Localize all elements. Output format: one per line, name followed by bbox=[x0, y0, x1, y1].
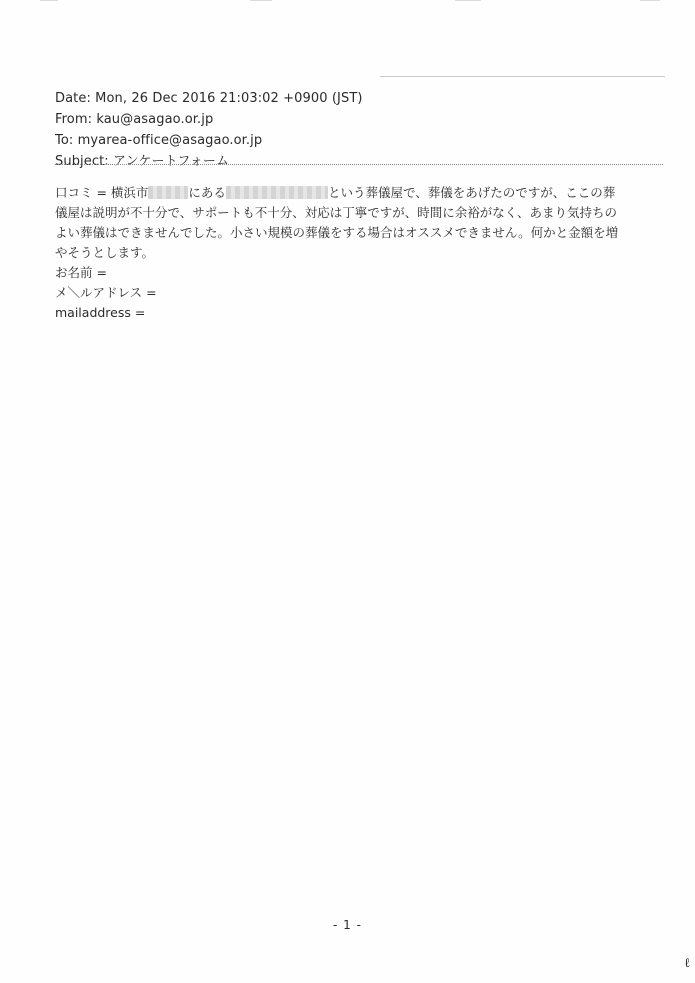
scan-speck bbox=[250, 0, 272, 1]
email-body bbox=[55, 183, 665, 323]
body-line-2: 儀屋は説明が不十分で、サポートも不十分、対応は丁寧ですが、時間に余裕がなく、あまり気持ちの bbox=[55, 205, 618, 220]
body-line-4: やそうとします。 bbox=[55, 245, 155, 260]
name-field: お名前 = bbox=[55, 265, 107, 280]
top-rule bbox=[380, 76, 665, 77]
scan-speck bbox=[640, 0, 660, 1]
header-divider bbox=[55, 164, 663, 165]
redaction-block bbox=[148, 186, 188, 199]
body-line-1 bbox=[55, 183, 665, 203]
date-line: Date: Mon, 26 Dec 2016 21:03:02 +0900 (JST) bbox=[55, 91, 363, 106]
mail-field-en: mailaddress = bbox=[55, 305, 146, 320]
handwritten-mark: ℓ bbox=[684, 956, 691, 971]
email-header bbox=[55, 88, 363, 172]
review-label-text: 口コミ = 横浜市 bbox=[55, 185, 149, 200]
from-line: From: kau@asagao.or.jp bbox=[55, 112, 214, 127]
mail-field-jp: メ＼ルアドレス = bbox=[55, 285, 157, 300]
body-line-3: よい葬儀はできませんでした。小さい規模の葬儀をする場合はオススメできません。何かと金額を増 bbox=[55, 225, 619, 240]
subject-line: Subject: アンケートフォーム bbox=[55, 154, 230, 169]
page-number: - 1 - bbox=[333, 918, 362, 932]
scan-speck bbox=[40, 0, 58, 1]
redaction-block bbox=[226, 186, 328, 199]
review-text-part: という葬儀屋で、葬儀をあげたのですが、ここの葬 bbox=[327, 185, 616, 200]
form-fields bbox=[55, 263, 665, 323]
scan-speck bbox=[455, 0, 481, 1]
to-line: To: myarea-office@asagao.or.jp bbox=[55, 133, 263, 148]
review-text-part: にある bbox=[188, 185, 226, 200]
